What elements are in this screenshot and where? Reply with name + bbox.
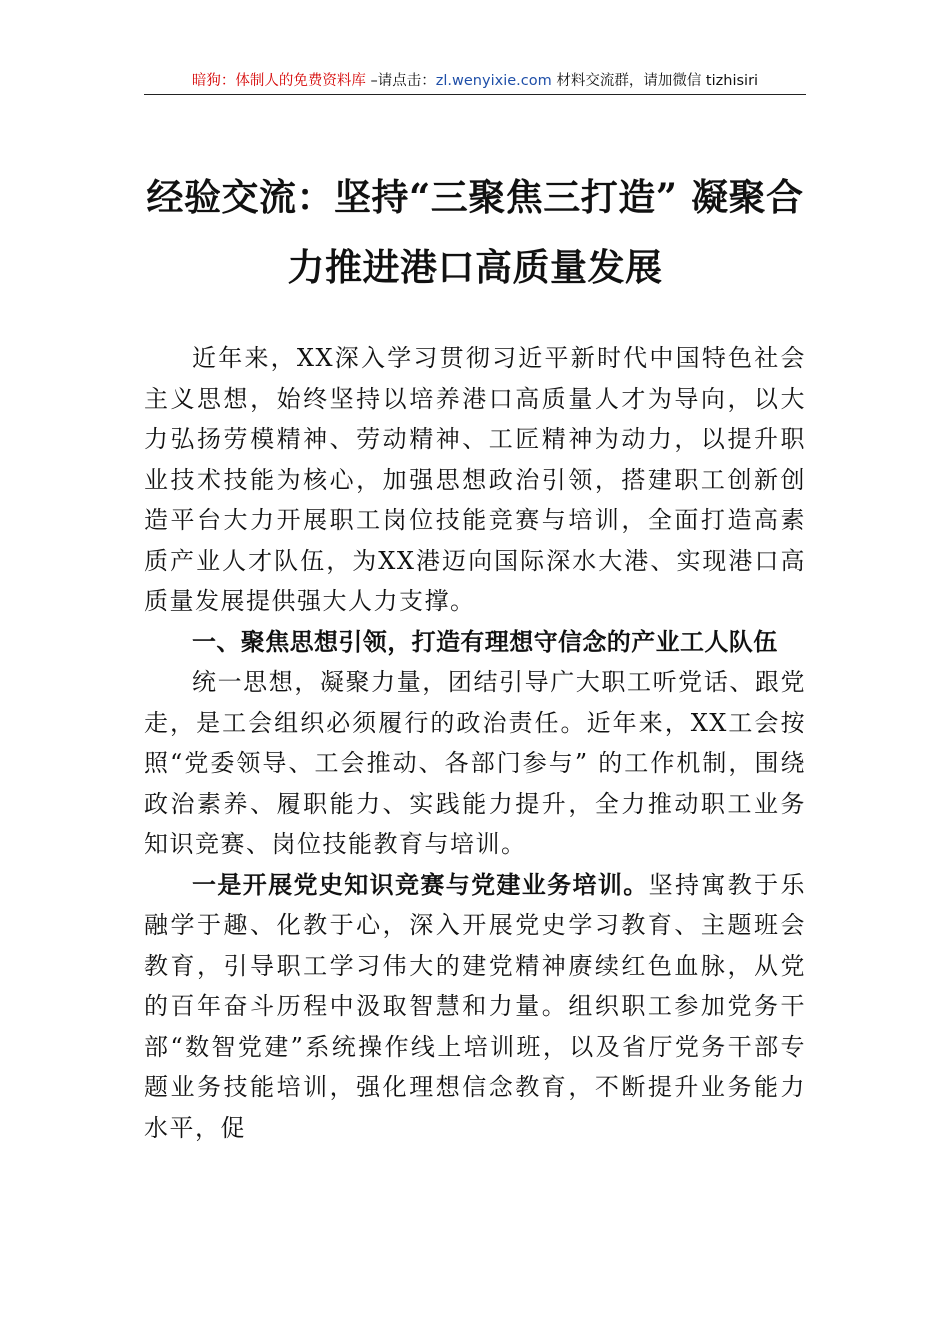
intro-paragraph: 近年来，XX深入学习贯彻习近平新时代中国特色社会主义思想，始终坚持以培养港口高质量人才为导向，以大力弘扬劳模精神、劳动精神、工匠精神为动力，以提升职业技术技能为核心，加强思想政治引领，搭建职工创新创造平台大力开展职工岗位技能竞赛与培训，全面打造高素质产业人才队伍，为XX港迈向国际深水大港、实现港口高质量发展提供强大人力支撑。 bbox=[144, 344, 806, 615]
point-1-text: 坚持寓教于乐融学于趣、化教于心，深入开展党史学习教育、主题班会教育，引导职工学习伟大的建党精神赓续红色血脉，从党的百年奋斗历程中汲取智慧和力量。组织职工参加党务干部“数智党建”系统操作线上培训班，以及省厅党务干部专题业务技能培训，强化理想信念教育，不断提升业务能力水平，促 bbox=[144, 870, 807, 1142]
section-1-paragraph: 统一思想，凝聚力量，团结引导广大职工听党话、跟党走，是工会组织必须履行的政治责任。近年来，XX工会按照“党委领导、工会推动、各部门参与” 的工作机制，围绕政治素养、履职能力、实践能力提升，全力推动职工业务知识竞赛、岗位技能教育与培训。 bbox=[144, 668, 806, 858]
document-body bbox=[144, 338, 806, 1148]
click-prefix: –请点击： bbox=[365, 73, 436, 89]
title-line-1: 经验交流：坚持“三聚焦三打造” 凝聚合 bbox=[146, 175, 804, 219]
source-label: 暗狗：体制人的免费资料库 bbox=[191, 73, 366, 89]
title-line-2: 力推进港口高质量发展 bbox=[287, 245, 663, 289]
page-header bbox=[144, 70, 806, 95]
point-1-lead: 一是开展党史知识竞赛与党建业务培训。 bbox=[192, 870, 649, 899]
wechat-note: 材料交流群，请加微信 tizhisiri bbox=[551, 73, 759, 89]
point-1-paragraph bbox=[144, 865, 806, 1149]
document-title bbox=[144, 162, 806, 302]
site-link[interactable]: zl.wenyixie.com bbox=[435, 73, 552, 89]
section-1-heading: 一、聚焦思想引领，打造有理想守信念的产业工人队伍 bbox=[192, 627, 778, 656]
